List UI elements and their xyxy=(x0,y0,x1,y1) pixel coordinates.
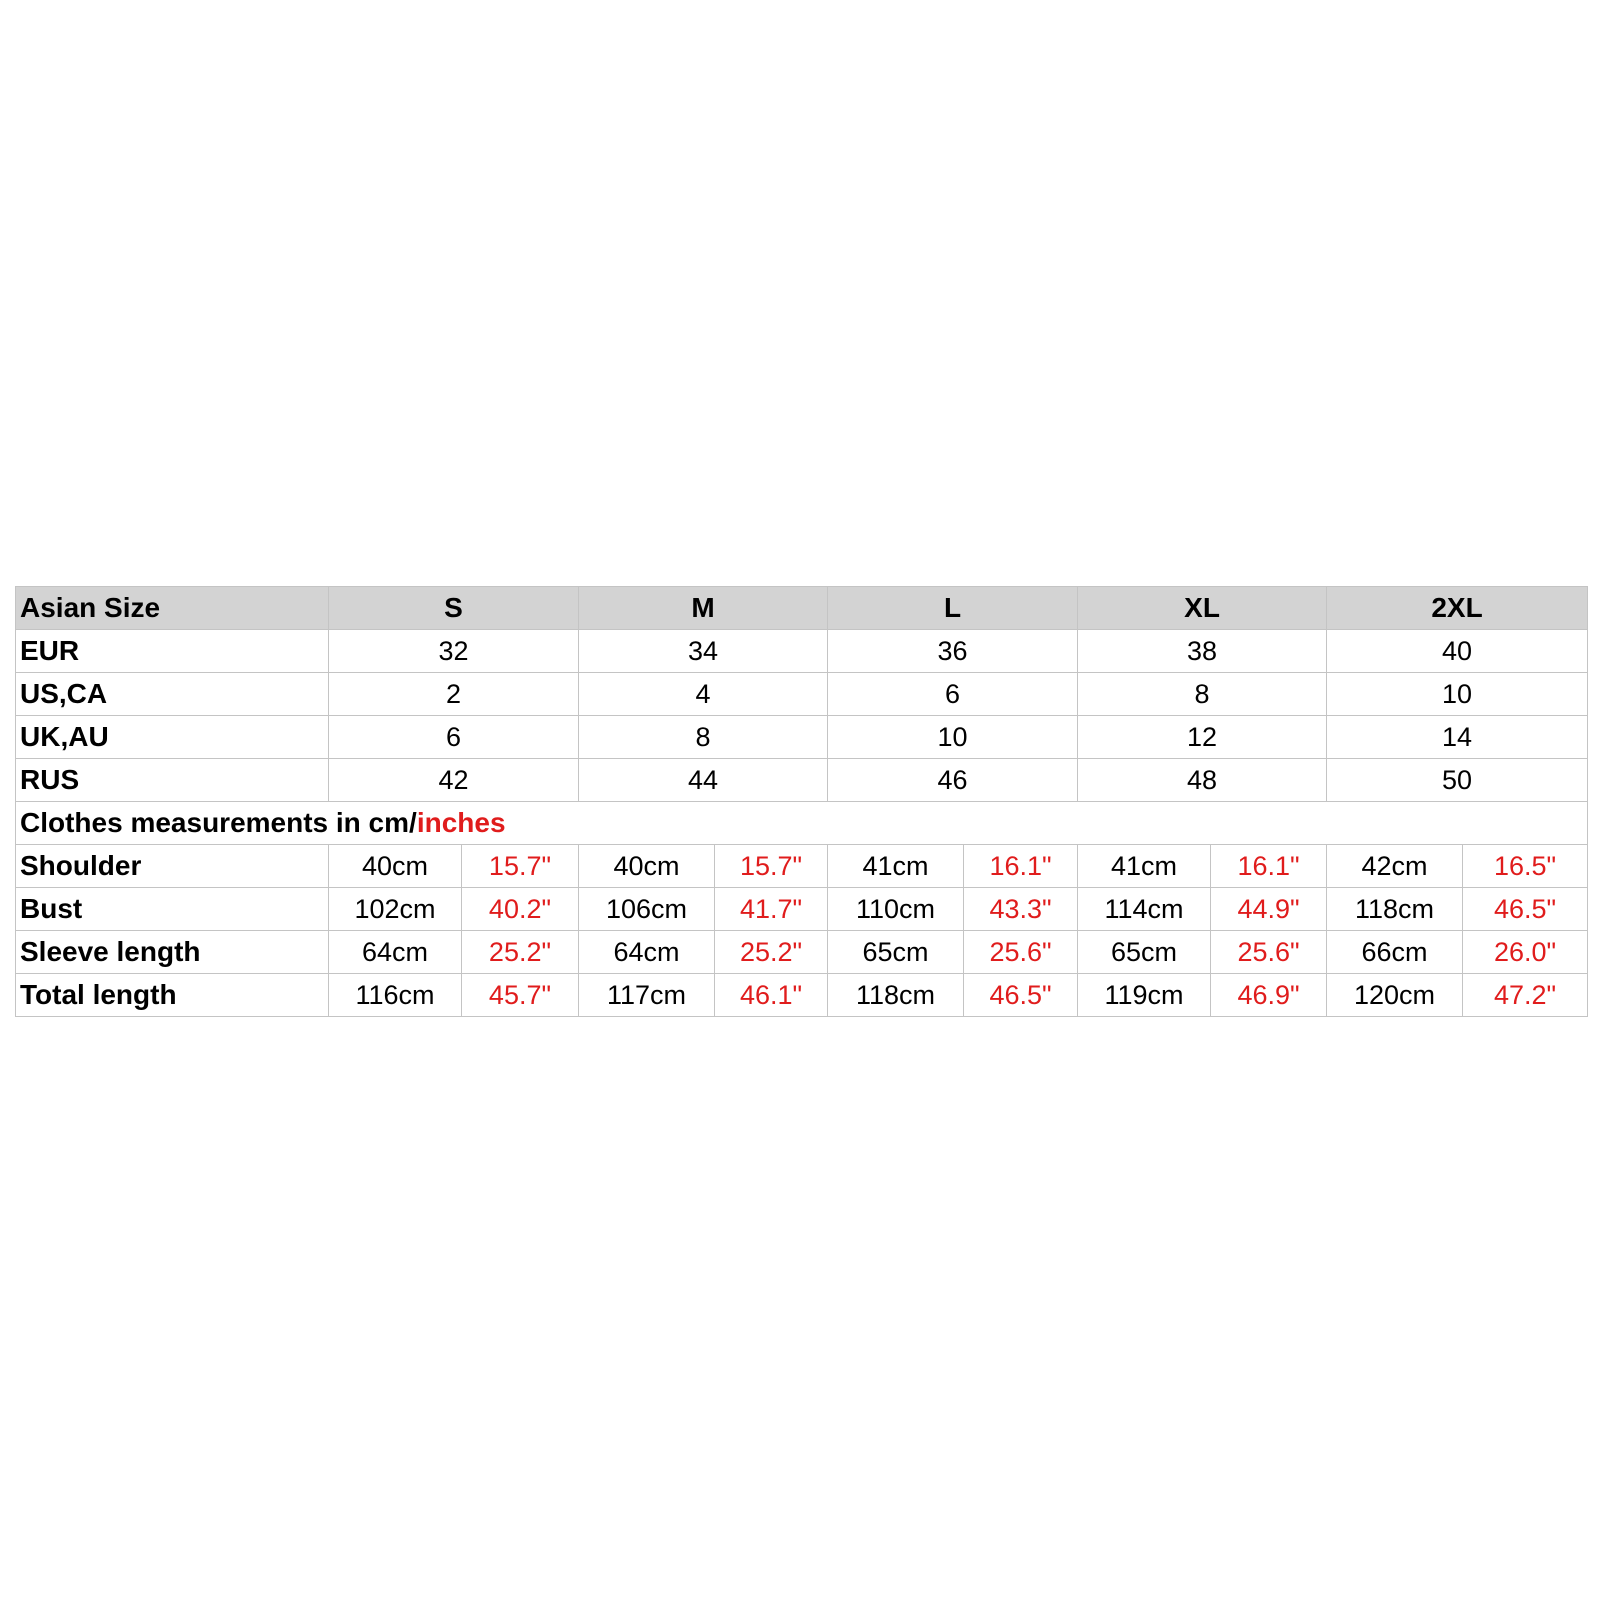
conversion-cell: 34 xyxy=(579,630,828,673)
row-label: Shoulder xyxy=(16,845,329,888)
row-label: RUS xyxy=(16,759,329,802)
conversion-row-uk-au xyxy=(16,716,1588,759)
conversion-cell: 10 xyxy=(828,716,1078,759)
conversion-cell: 36 xyxy=(828,630,1078,673)
conversion-cell: 38 xyxy=(1078,630,1327,673)
inch-cell: 43.3" xyxy=(964,888,1078,931)
conversion-cell: 6 xyxy=(329,716,579,759)
conversion-cell: 50 xyxy=(1327,759,1588,802)
conversion-cell: 8 xyxy=(579,716,828,759)
row-label: US,CA xyxy=(16,673,329,716)
measurement-row-bust xyxy=(16,888,1588,931)
inch-cell: 46.1" xyxy=(715,974,828,1017)
row-label: EUR xyxy=(16,630,329,673)
cm-cell: 110cm xyxy=(828,888,964,931)
cm-cell: 42cm xyxy=(1327,845,1463,888)
conversion-cell: 46 xyxy=(828,759,1078,802)
measurements-title-prefix: Clothes measurements in cm/ xyxy=(20,807,417,838)
cm-cell: 116cm xyxy=(329,974,462,1017)
cm-cell: 40cm xyxy=(579,845,715,888)
conversion-cell: 12 xyxy=(1078,716,1327,759)
inch-cell: 16.5" xyxy=(1463,845,1588,888)
size-header-2xl: 2XL xyxy=(1327,587,1588,630)
inch-cell: 46.5" xyxy=(964,974,1078,1017)
inch-cell: 15.7" xyxy=(715,845,828,888)
inch-cell: 44.9" xyxy=(1211,888,1327,931)
measurements-title xyxy=(16,802,1588,845)
header-row xyxy=(16,587,1588,630)
cm-cell: 102cm xyxy=(329,888,462,931)
conversion-cell: 44 xyxy=(579,759,828,802)
inch-cell: 46.5" xyxy=(1463,888,1588,931)
conversion-cell: 8 xyxy=(1078,673,1327,716)
cm-cell: 65cm xyxy=(1078,931,1211,974)
conversion-cell: 40 xyxy=(1327,630,1588,673)
cm-cell: 117cm xyxy=(579,974,715,1017)
row-label: Asian Size xyxy=(16,587,329,630)
cm-cell: 118cm xyxy=(1327,888,1463,931)
conversion-row-us-ca xyxy=(16,673,1588,716)
size-header-l: L xyxy=(828,587,1078,630)
cm-cell: 119cm xyxy=(1078,974,1211,1017)
conversion-cell: 2 xyxy=(329,673,579,716)
cm-cell: 41cm xyxy=(1078,845,1211,888)
inch-cell: 41.7" xyxy=(715,888,828,931)
cm-cell: 118cm xyxy=(828,974,964,1017)
conversion-cell: 32 xyxy=(329,630,579,673)
cm-cell: 114cm xyxy=(1078,888,1211,931)
measurements-title-row xyxy=(16,802,1588,845)
size-header-s: S xyxy=(329,587,579,630)
measurement-row-total-length xyxy=(16,974,1588,1017)
conversion-cell: 48 xyxy=(1078,759,1327,802)
cm-cell: 66cm xyxy=(1327,931,1463,974)
row-label: Bust xyxy=(16,888,329,931)
measurements-title-inches: inches xyxy=(416,807,506,838)
row-label: UK,AU xyxy=(16,716,329,759)
inch-cell: 25.6" xyxy=(1211,931,1327,974)
inch-cell: 25.6" xyxy=(964,931,1078,974)
measurement-row-sleeve-length xyxy=(16,931,1588,974)
conversion-cell: 42 xyxy=(329,759,579,802)
cm-cell: 65cm xyxy=(828,931,964,974)
cm-cell: 64cm xyxy=(329,931,462,974)
cm-cell: 40cm xyxy=(329,845,462,888)
measurement-row-shoulder xyxy=(16,845,1588,888)
row-label: Total length xyxy=(16,974,329,1017)
cm-cell: 41cm xyxy=(828,845,964,888)
size-header-m: M xyxy=(579,587,828,630)
cm-cell: 106cm xyxy=(579,888,715,931)
inch-cell: 16.1" xyxy=(1211,845,1327,888)
row-label: Sleeve length xyxy=(16,931,329,974)
inch-cell: 40.2" xyxy=(462,888,579,931)
conversion-row-eur xyxy=(16,630,1588,673)
cm-cell: 64cm xyxy=(579,931,715,974)
inch-cell: 16.1" xyxy=(964,845,1078,888)
conversion-cell: 10 xyxy=(1327,673,1588,716)
conversion-cell: 4 xyxy=(579,673,828,716)
inch-cell: 45.7" xyxy=(462,974,579,1017)
inch-cell: 25.2" xyxy=(462,931,579,974)
inch-cell: 26.0" xyxy=(1463,931,1588,974)
size-header-xl: XL xyxy=(1078,587,1327,630)
inch-cell: 25.2" xyxy=(715,931,828,974)
inch-cell: 15.7" xyxy=(462,845,579,888)
conversion-row-rus xyxy=(16,759,1588,802)
conversion-cell: 6 xyxy=(828,673,1078,716)
inch-cell: 46.9" xyxy=(1211,974,1327,1017)
cm-cell: 120cm xyxy=(1327,974,1463,1017)
inch-cell: 47.2" xyxy=(1463,974,1588,1017)
size-chart-table xyxy=(15,586,1588,1017)
conversion-cell: 14 xyxy=(1327,716,1588,759)
